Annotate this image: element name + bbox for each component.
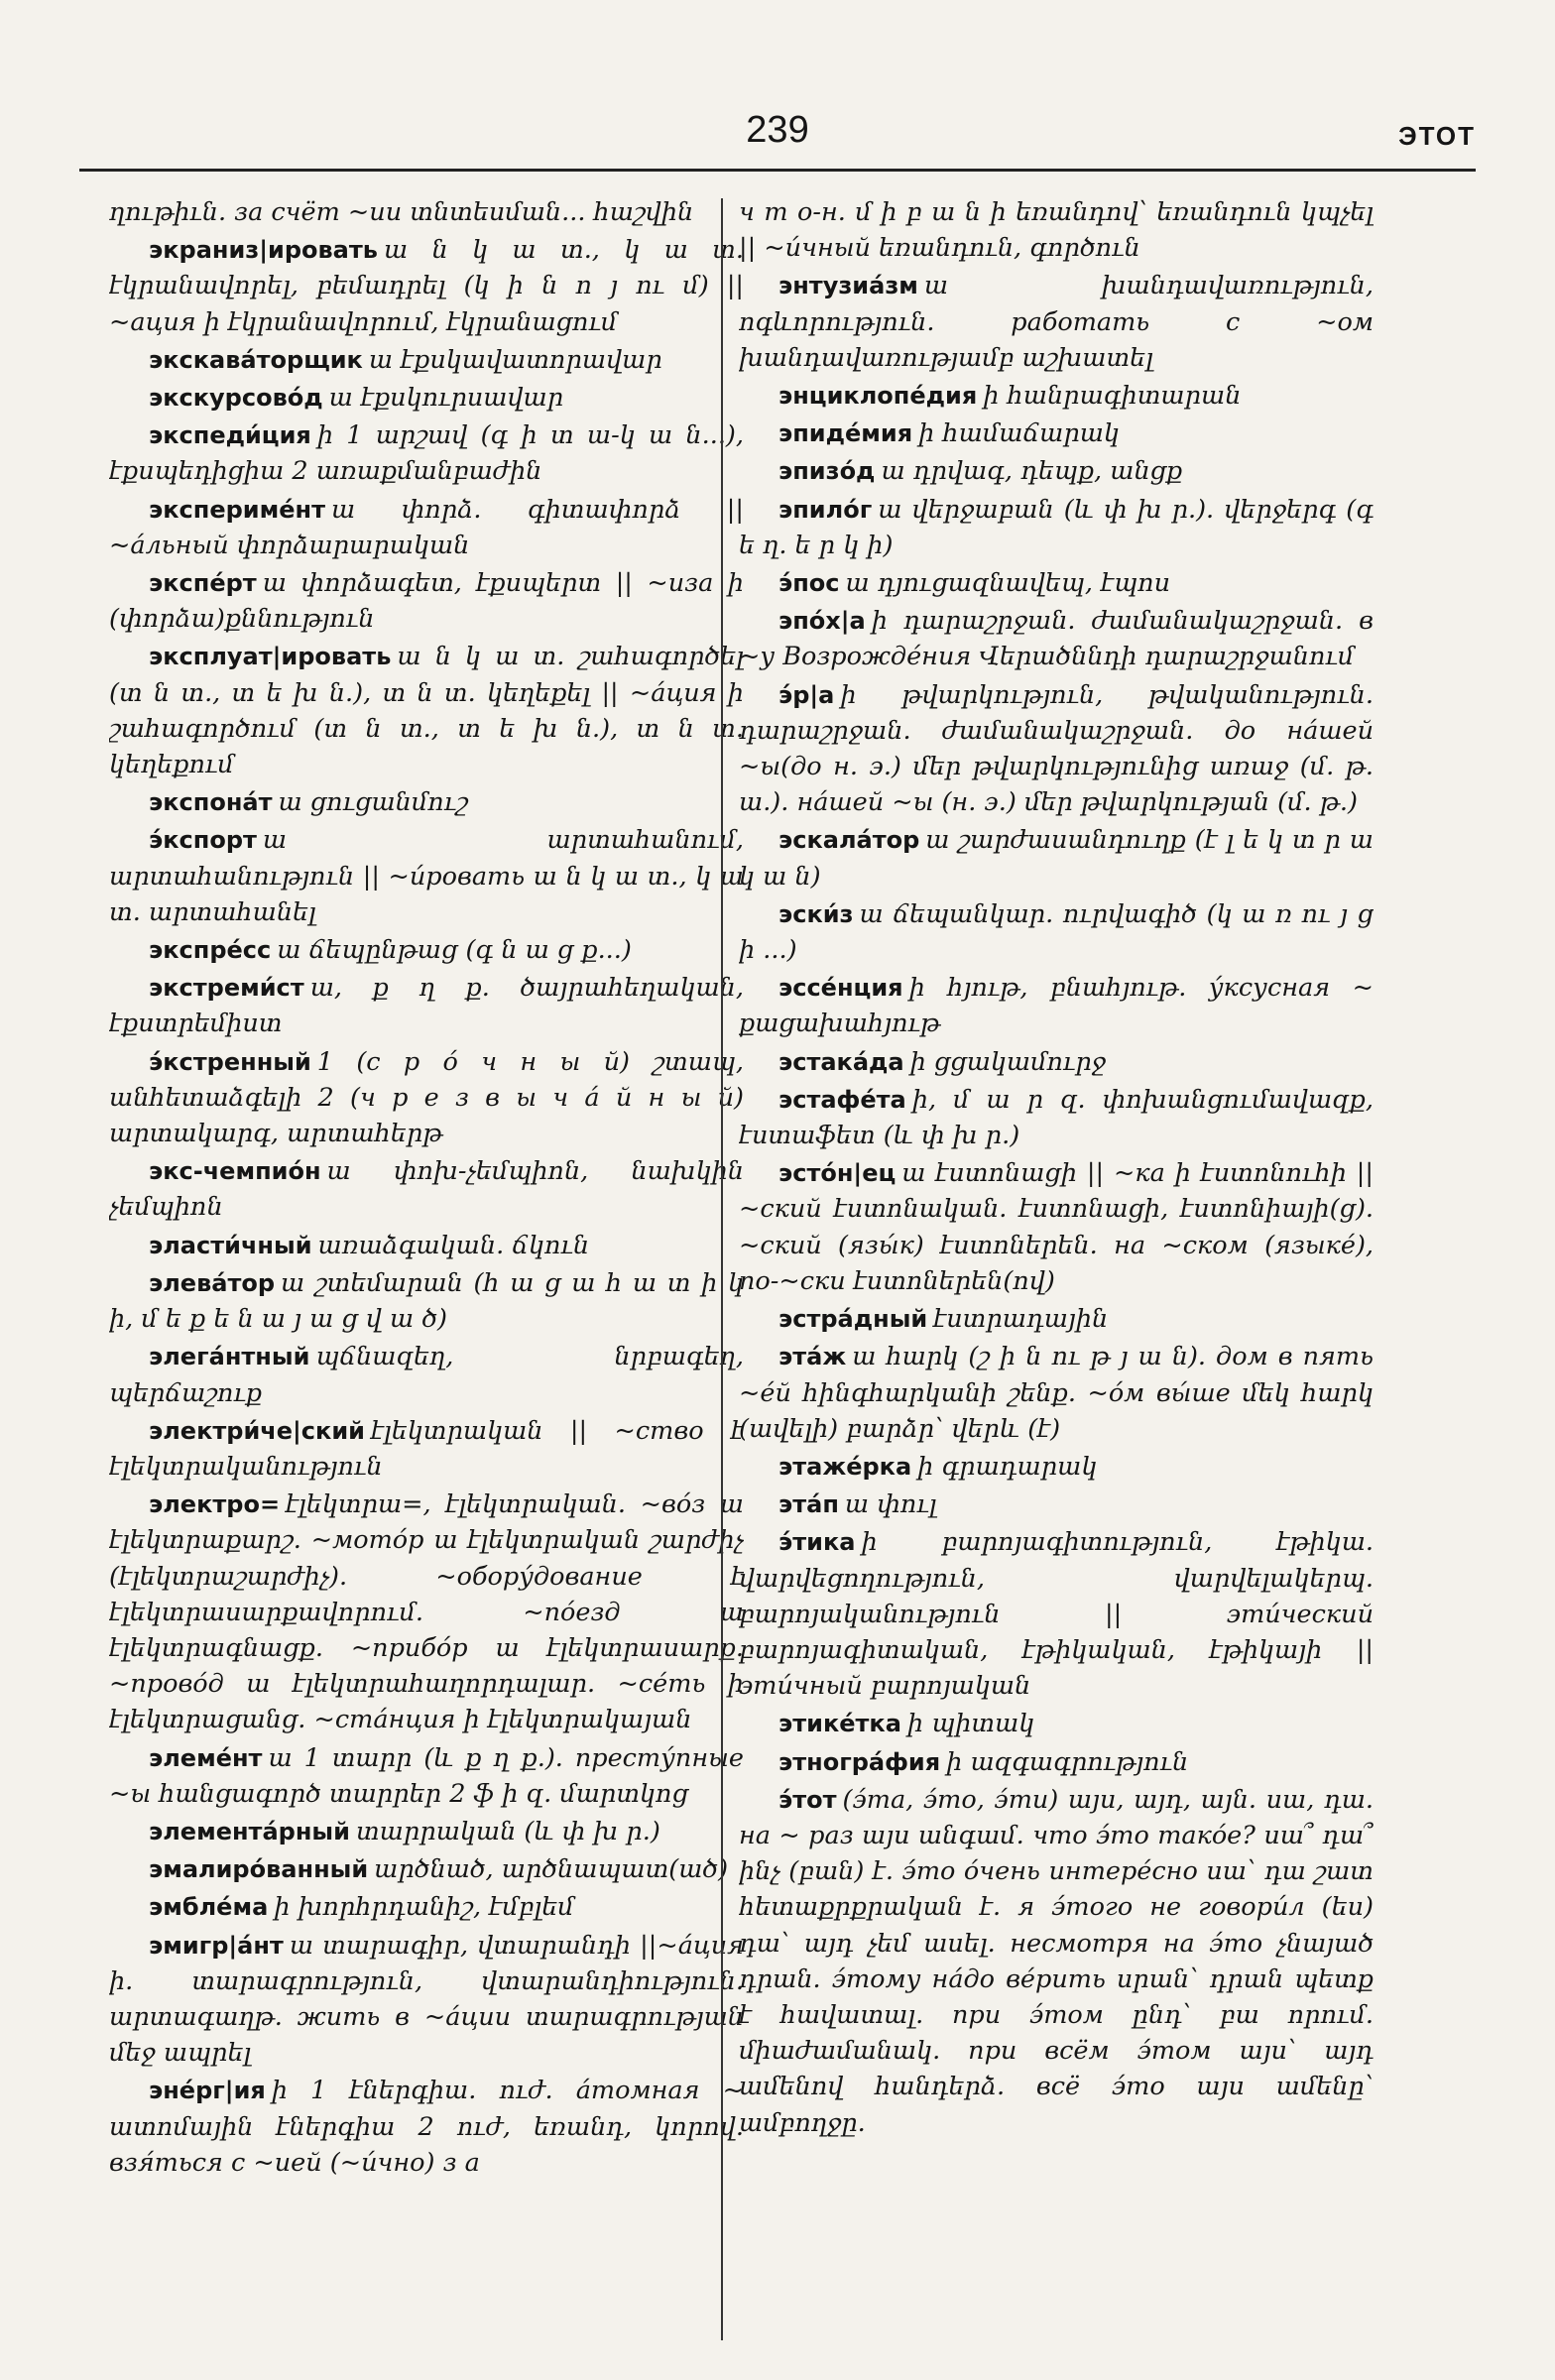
entry-headword: эссе́нция — [778, 974, 903, 1003]
entry-headword: экс-чемпио́н — [149, 1157, 321, 1186]
entry-definition: ի համաճարակ — [918, 418, 1120, 449]
dictionary-entry — [739, 1155, 1374, 1299]
entry-definition: ի ազգագրություն — [946, 1746, 1189, 1777]
entry-headword: элега́нтный — [149, 1343, 310, 1371]
entry-definition: ի 1 էներգիա. ուժ. а́томная ~ ատոմային էներգիա 2 ուժ, եռանդ, կորով. взя́ться с ~ией (~и́чно) з а — [109, 2076, 744, 2178]
entry-headword: эпиде́мия — [778, 419, 913, 448]
dictionary-entry — [109, 1265, 744, 1337]
entry-definition: ա վերջաբան (և փ խ ր.). վերջերգ (գ ե ղ. ե ր կ ի) — [739, 494, 1374, 560]
right-column — [739, 194, 1374, 2346]
dictionary-entry — [109, 1851, 744, 1887]
entry-definition: ի ցցակամուրջ — [909, 1046, 1107, 1077]
dictionary-entry — [109, 1153, 744, 1225]
entry-definition: ի գրադարակ — [917, 1451, 1098, 1482]
entry-headword: э́р|а — [778, 680, 835, 709]
dictionary-entry — [109, 1487, 744, 1737]
dictionary-entry — [739, 416, 1374, 451]
entry-definition: պճնազեղ, նրբագեղ, պերճաշուք — [109, 1342, 744, 1408]
dictionary-entry — [109, 1413, 744, 1485]
entry-headword: экраниз|ировать — [149, 236, 378, 265]
entry-definition: ч т о-н. մ ի բ ա ն ի եռանդով՝ եռանդուն կպչել || ~и́чный եռանդուն, գործուն — [739, 197, 1374, 264]
entry-headword: экстреми́ст — [149, 974, 304, 1003]
entry-headword: эстака́да — [778, 1047, 904, 1076]
entry-definition: ա խանդավառություն, ոգևորություն. работать с ~ом խանդավառությամբ աշխատել — [739, 271, 1374, 373]
entry-headword: эсто́н|ец — [778, 1159, 897, 1188]
entry-headword: э́кстренный — [149, 1047, 311, 1076]
dictionary-entry — [109, 2073, 744, 2181]
page-number: 239 — [746, 109, 809, 151]
entry-headword: эстафе́та — [778, 1085, 906, 1114]
entry-definition: ա ն կ ա տ., կ ա տ. էկրանավորել, բեմադրել (կ ի ն ո յ ու մ) || ~ация ի էկրանավորում, էկրանացում — [109, 235, 744, 337]
entry-definition: ա տարագիր, վտարանդի ||~а́ция ի. տարագրություն, վտարանդիություն. արտագաղթ. жить в ~а́ции տարագրության մեջ ապրել — [109, 1930, 744, 2069]
dictionary-entry — [109, 417, 744, 489]
header-rule — [79, 169, 1476, 172]
dictionary-entry — [109, 822, 744, 930]
running-head: ЭТОТ — [1398, 121, 1476, 151]
entry-definition: ա դրվագ, դեպք, անցք — [881, 456, 1183, 487]
entry-definition: ի հանրագիտարան — [983, 381, 1242, 412]
dictionary-entry — [739, 1082, 1374, 1153]
dictionary-entry — [739, 268, 1374, 376]
dictionary-entry — [109, 492, 744, 563]
entry-headword: экскава́торщик — [149, 345, 363, 374]
entry-definition: ի պիտակ — [906, 1709, 1035, 1739]
entry-definition: ա արտահանում, արտահանություն || ~и́ровать ա ն կ ա տ., կ ա տ. արտահանել — [109, 825, 744, 927]
dictionary-entry — [109, 380, 744, 416]
dictionary-entry — [109, 342, 744, 378]
entry-definition: ի բարոյագիտություն, էթիկա. վարվեցողություն, վարվելակերպ. բարոյականություն || эти́ческий բարոյագիտական, էթիկական, էթիկայի || эти́чный բարոյական — [739, 1527, 1374, 1702]
entry-definition: էստրադային — [933, 1304, 1109, 1335]
dictionary-entry — [739, 453, 1374, 489]
dictionary-entry — [109, 232, 744, 340]
entry-definition: ա, ք ղ ք. ծայրահեղական, էքստրեմիստ — [109, 973, 744, 1039]
entry-headword: эстра́дный — [778, 1305, 928, 1334]
entry-headword: электри́че|ский — [149, 1416, 365, 1445]
entry-headword: эласти́чный — [149, 1231, 312, 1259]
entry-headword: экспериме́нт — [149, 495, 325, 524]
entry-definition: ա էստոնացի || ~ка ի էստոնուհի || ~ский էստոնական. էստոնացի, էստոնիայի(ց). ~ский (язы́к) էստոներեն. на ~ском (языке́), по-~ски էստոներեն(ով) — [739, 1158, 1374, 1296]
dictionary-entry — [739, 1487, 1374, 1522]
entry-definition: ի թվարկություն, թվականություն. դարաշրջան. ժամանակաշրջան. до на́шей ~ы(до н. э.) մեր թվարկությունից առաջ (մ. թ. ա.). на́шей ~ы (н. э.) մեր թվարկության (մ. թ.) — [739, 679, 1374, 818]
entry-definition: ի խորհրդանիշ, էմբլեմ — [274, 1892, 574, 1923]
entry-definition: ա էքսկավատորավար — [368, 344, 662, 375]
entry-headword: эмбле́ма — [149, 1893, 269, 1922]
entry-headword: этике́тка — [778, 1710, 901, 1738]
entry-definition: ա փորձ. գիտափորձ || ~а́льный փորձարարական — [109, 494, 744, 560]
dictionary-entry — [739, 677, 1374, 821]
entry-headword: экспе́рт — [149, 569, 257, 598]
entry-headword: эскала́тор — [778, 826, 920, 855]
entry-definition: ա շարժասանդուղք (է լ ե կ տ ր ա կ ա ն) — [739, 825, 1374, 892]
entry-headword: экспеди́ция — [149, 421, 311, 450]
entry-definition: ա 1 տարր (և ք ղ ք.). престу́пные ~ы հանցագործ տարրեր 2 ֆ ի զ. մարտկոց — [109, 1742, 744, 1809]
entry-definition: արծնած, արծնապատ(ած) — [374, 1854, 729, 1885]
entry-headword: энциклопе́дия — [778, 382, 978, 411]
dictionary-entry — [109, 639, 744, 782]
column-divider — [721, 198, 723, 2340]
entry-headword: энтузиа́зм — [778, 272, 918, 300]
dictionary-entry — [739, 1339, 1374, 1447]
dictionary-entry — [109, 1740, 744, 1812]
entry-definition: էլեկտրա=, էլեկտրական. ~во́з ա էլեկտրաքարշ. ~мото́р ա էլեկտրական շարժիչ (էլեկտրաշարժիչ). ~обору́дование է էլեկտրասարքավորում. ~по́езд ա էլեկտրագնացք. ~прибо́р ա էլեկտրասարք. ~прово́д ա էլեկտրահաղորդալար. ~се́ть ի էլեկտրացանց. ~ста́нция ի էլեկտրակայան — [109, 1489, 744, 1735]
entry-definition: ա ճեպանկար. ուրվագիծ (կ ա ռ ու յ ց ի ...) — [739, 898, 1374, 966]
entry-headword: элева́тор — [149, 1268, 276, 1297]
entry-headword: эта́ж — [778, 1343, 847, 1371]
dictionary-entry — [739, 896, 1374, 968]
dictionary-entry — [739, 1301, 1374, 1337]
dictionary-entry — [739, 378, 1374, 414]
entry-definition: ա փորձագետ, էքսպերտ || ~иза ի (փորձա)քննություն — [109, 568, 744, 635]
dictionary-entry — [109, 1339, 744, 1410]
dictionary-entry — [739, 1744, 1374, 1780]
dictionary-entry — [739, 603, 1374, 674]
entry-headword: экспре́сс — [149, 936, 272, 965]
entry-headword: э́пос — [778, 569, 840, 598]
entry-headword: элеме́нт — [149, 1743, 263, 1772]
entry-headword: эне́рг|ия — [149, 2077, 266, 2105]
left-column — [109, 194, 744, 2346]
entry-headword: эпило́г — [778, 495, 873, 524]
entry-headword: э́тот — [778, 1785, 837, 1814]
entry-headword: э́кспорт — [149, 826, 257, 855]
entry-definition: ա ճեպընթաց (գ ն ա ց ք...) — [277, 935, 632, 966]
dictionary-entry — [109, 1889, 744, 1925]
dictionary-entry — [109, 1044, 744, 1152]
dictionary-entry — [109, 784, 744, 820]
dictionary-entry — [739, 1044, 1374, 1080]
dictionary-entry — [739, 1524, 1374, 1704]
entry-definition: ա դյուցազնավեպ, էպոս — [845, 568, 1171, 599]
dictionary-entry — [109, 932, 744, 968]
entry-definition: ա շտեմարան (հ ա ց ա հ ա տ ի կ ի, մ ե ք ե ն ա յ ա ց վ ա ծ) — [109, 1267, 744, 1335]
dictionary-entry — [109, 1928, 744, 2072]
entry-headword: электро= — [149, 1490, 281, 1519]
entry-definition: ղութիւն. за счёт ~ии տնտեսման... հաշվին — [109, 197, 694, 227]
entry-definition: (э́та, э́то, э́ти) այս, այդ, այն. սա, դա. на ~ раз այս անգամ. что э́то тако́е? սա՞ դա՞ ինչ (բան) է. э́то о́чень интере́сно սա՝ դա շատ հետաքրքրական է. я э́того не говори́л (ես) դա՝ այդ չեմ ասել. несмотря на э́то չնայած դրան. э́тому на́до ве́рить սրան՝ դրան պետք է հավատալ. при э́том ընդ՝ բա որում. միաժամանակ. при всём э́том այս՝ այդ ամենով հանդերձ. всё э́то այս ամենը՝ ամբողջը. — [739, 1784, 1374, 2138]
entry-definition: ա փոխ-չեմպիոն, նախկին չեմպիոն — [109, 1156, 744, 1223]
entry-definition: ա ն կ ա տ. շահագործել (տ ն տ., տ ե խ ն.), տ ն տ. կեղեքել || ~а́ция ի շահագործում (տ ն տ., տ ե խ ն.), տ ն տ. կեղեքում — [109, 642, 744, 780]
dictionary-entry — [739, 565, 1374, 601]
dictionary-entry — [739, 1782, 1374, 2141]
page-header — [79, 109, 1476, 169]
entry-headword: эпо́х|а — [778, 607, 866, 636]
dictionary-entry — [109, 194, 744, 230]
dictionary-entry — [109, 970, 744, 1041]
entry-definition: ա ցուցանմուշ — [278, 787, 468, 818]
entry-headword: эта́п — [778, 1490, 839, 1519]
dictionary-entry — [109, 1814, 744, 1849]
entry-headword: элемента́рный — [149, 1817, 350, 1845]
entry-headword: этаже́рка — [778, 1452, 912, 1481]
dictionary-entry — [739, 1449, 1374, 1485]
entry-definition: ի, մ ա ր զ. փոխանցումավազք, էստաֆետ (և փ խ ր.) — [739, 1084, 1374, 1151]
dictionary-entry — [739, 970, 1374, 1041]
entry-headword: эпизо́д — [778, 457, 876, 486]
dictionary-entry — [739, 194, 1374, 266]
entry-headword: эмалиро́ванный — [149, 1855, 369, 1884]
entry-headword: эксплуат|ировать — [149, 643, 392, 671]
entry-definition: ի դարաշրջան. ժամանակաշրջան. в ~у Возрожде́ния Վերածննդի դարաշրջանում — [739, 606, 1374, 672]
entry-headword: эски́з — [778, 899, 854, 928]
entry-headword: экспона́т — [149, 788, 273, 817]
entry-definition: ա փուլ — [844, 1489, 937, 1520]
entry-definition: ի հյութ, բնահյութ. у́ксусная ~ քացախահյութ — [739, 973, 1374, 1039]
entry-definition: էլեկտրական || ~ство է էլեկտրականություն — [109, 1415, 744, 1482]
dictionary-entry — [109, 1228, 744, 1263]
entry-definition: ի 1 արշավ (գ ի տ ա-կ ա ն...), էքսպեդիցիա 2 առաքմանբաժին — [109, 420, 744, 487]
dictionary-entry — [739, 1706, 1374, 1741]
entry-headword: э́тика — [778, 1528, 856, 1557]
entry-definition: տարրական (և փ խ ր.) — [355, 1816, 660, 1846]
entry-definition: 1 (с р о́ ч н ы й) շտապ, անհետաձգելի 2 (ч р е з в ы ч а́ й н ы й) արտակարգ, արտահերթ — [109, 1046, 744, 1149]
entry-definition: առաձգական. ճկուն — [317, 1230, 590, 1260]
entry-definition: ա էքսկուրսավար — [328, 383, 564, 414]
dictionary-entry — [109, 565, 744, 637]
entry-headword: экскурсово́д — [149, 384, 323, 413]
dictionary-entry — [739, 492, 1374, 563]
dictionary-entry — [739, 822, 1374, 893]
entry-headword: этногра́фия — [778, 1747, 941, 1776]
entry-definition: ա հարկ (շ ի ն ու թ յ ա ն). дом в пять ~е́й հինգհարկանի շենք. ~о́м вы́ше մեկ հարկ (ավելի) բարձր՝ վերև (է) — [739, 1342, 1374, 1444]
entry-headword: эмигр|а́нт — [149, 1931, 284, 1960]
